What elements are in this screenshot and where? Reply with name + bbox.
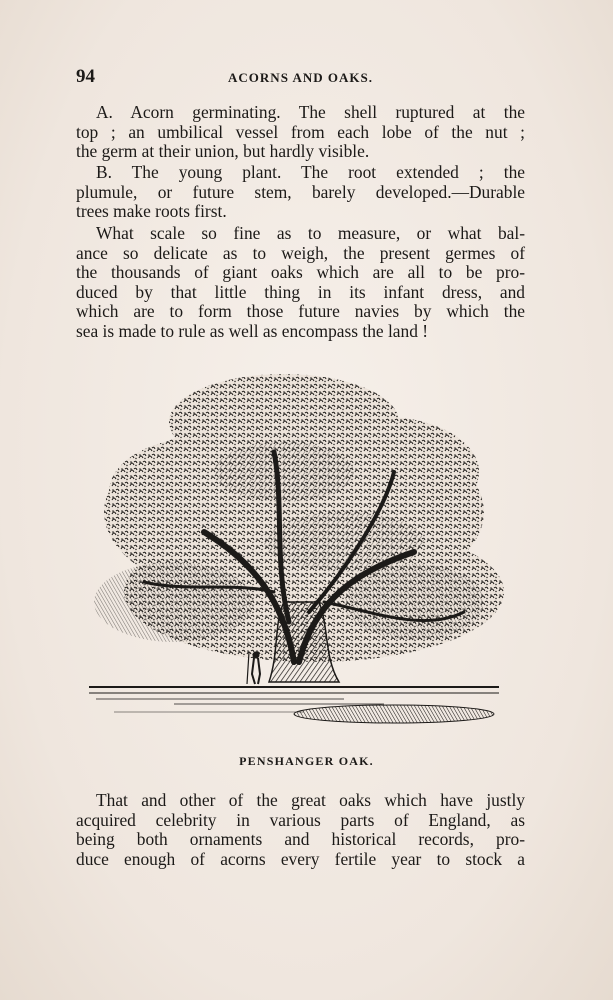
page-header [76, 66, 525, 90]
paragraph-great-oaks [76, 791, 525, 869]
text-line: What scale so fine as to measure, or what bal- [96, 223, 525, 243]
text-line: trees make roots first. [76, 201, 227, 221]
penshanger-oak-engraving [84, 362, 504, 732]
paragraph-acorn-germinating [76, 103, 525, 162]
text-line: sea is made to rule as well as encompass the land ! [76, 320, 429, 341]
paragraph-young-plant [76, 163, 525, 222]
running-head: ACORNS AND OAKS. [228, 70, 373, 85]
illustration-caption: PENSHANGER OAK. [239, 754, 374, 768]
text-line: top ; an umbilical vessel from each lobe of the nut ; [76, 121, 525, 142]
text-line: the thousands of giant oaks which are all to be pro- [76, 262, 525, 282]
text-line: being both ornaments and historical records, pro- [76, 829, 525, 849]
text-line: the germ at their union, but hardly visible. [76, 141, 370, 161]
text-line: B. The young plant. The root extended ; the [96, 162, 525, 182]
text-line: ance so delicate as to weigh, the present germes of [76, 242, 525, 263]
standing-figure [247, 652, 260, 684]
page-number: 94 [76, 66, 95, 87]
text-line: A. Acorn germinating. The shell ruptured at the [96, 102, 525, 122]
text-line: which are to form those future navies by which the [76, 301, 525, 321]
ground [89, 687, 499, 723]
text-line: duced by that little thing in its infant dress, and [76, 281, 525, 302]
text-line: That and other of the great oaks which have justly [96, 790, 525, 810]
text-line: acquired celebrity in various parts of England, as [76, 809, 525, 830]
paragraph-scale [76, 224, 525, 341]
text-line: plumule, or future stem, barely developed.—Durable [76, 181, 525, 202]
text-line: duce enough of acorns every fertile year to stock a [76, 848, 525, 869]
